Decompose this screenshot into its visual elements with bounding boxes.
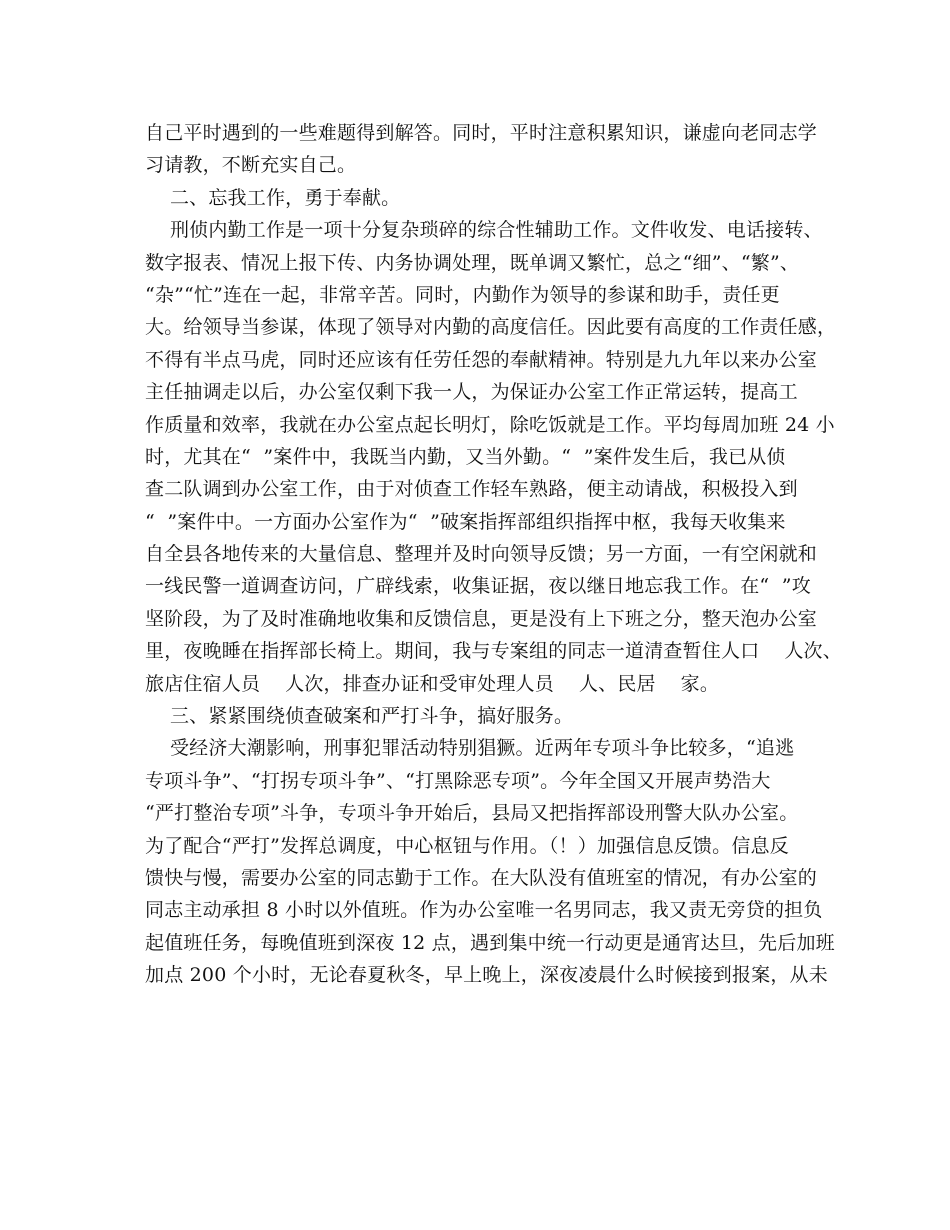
section-heading: 三、紧紧围绕侦查破案和严打斗争，搞好服务。: [145, 705, 574, 728]
text-line: “严打整治专项”斗争，专项斗争开始后，县局又把指挥部设刑警大队办公室。: [145, 802, 799, 825]
document-body: [145, 117, 842, 992]
section-heading: 二、忘我工作，勇于奉献。: [145, 186, 401, 209]
text-line: 查二队调到办公室工作，由于对侦查工作轻车熟路，便主动请战，积极投入到: [145, 478, 798, 501]
text-line: 数字报表、情况上报下传、内务协调处理，既单调又繁忙，总之“细”、“繁”、: [145, 251, 800, 274]
text-line: 起值班任务，每晚值班到深夜 12 点，遇到集中统一行动更是通宵达旦，先后加班: [145, 931, 835, 954]
text-line: 加点 200 个小时，无论春夏秋冬，早上晚上，深夜凌晨什么时候接到报案，从未: [145, 964, 828, 987]
text-line: 受经济大潮影响，刑事犯罪活动特别猖獗。近两年专项斗争比较多，“追逃: [145, 737, 795, 760]
text-line: “杂”“忙”连在一起，非常辛苦。同时，内勤作为领导的参谋和助手，责任更: [145, 283, 780, 306]
text-line: 大。给领导当参谋，体现了领导对内勤的高度信任。因此要有高度的工作责任感，: [145, 316, 837, 339]
text-line: 一线民警一道调查访问，广辟线索，收集证据，夜以继日地忘我工作。在“ ”攻: [145, 575, 811, 598]
text-line: 不得有半点马虎，同时还应该有任劳任怨的奉献精神。特别是九九年以来办公室: [145, 348, 818, 371]
text-line: 自己平时遇到的一些难题得到解答。同时，平时注意积累知识，谦虚向老同志学: [145, 122, 818, 144]
text-line: 主任抽调走以后，办公室仅剩下我一人，为保证办公室工作正常运转，提高工: [145, 381, 798, 404]
text-line: 专项斗争”、“打拐专项斗争”、“打黑除恶专项”。今年全国又开展声势浩大: [145, 769, 771, 792]
text-line: “ ”案件中。一方面办公室作为“ ”破案指挥部组织指挥中枢，我每天收集来: [145, 510, 786, 533]
text-line: 里，夜晚睡在指挥部长椅上。期间，我与专案组的同志一道清查暂住人口 人次、: [145, 640, 842, 663]
text-line: 刑侦内勤工作是一项十分复杂琐碎的综合性辅助工作。文件收发、电话接转、: [145, 219, 823, 242]
text-line: 为了配合“严打”发挥总调度，中心枢钮与作用。（！）加强信息反馈。信息反: [145, 834, 789, 857]
text-line: 馈快与慢，需要办公室的同志勤于工作。在大队没有值班室的情况，有办公室的: [145, 866, 818, 889]
text-line: 习请教，不断充实自己。: [145, 154, 357, 177]
text-line: 时，尤其在“ ”案件中，我既当内勤，又当外勤。“ ”案件发生后，我已从侦: [145, 445, 786, 468]
text-line: 坚阶段，为了及时准确地收集和反馈信息，更是没有上下班之分，整天泡办公室: [145, 607, 818, 630]
text-line: 自全县各地传来的大量信息、整理并及时向领导反馈；另一方面，一有空闲就和: [145, 543, 818, 566]
text-line: 作质量和效率，我就在办公室点起长明灯，除吃饭就是工作。平均每周加班 24 小: [145, 413, 835, 436]
text-line: 旅店住宿人员 人次，排查办证和受审处理人员 人、民居 家。: [145, 672, 720, 695]
text-line: 同志主动承担 8 小时以外值班。作为办公室唯一名男同志，我又责无旁贷的担负: [145, 899, 823, 922]
